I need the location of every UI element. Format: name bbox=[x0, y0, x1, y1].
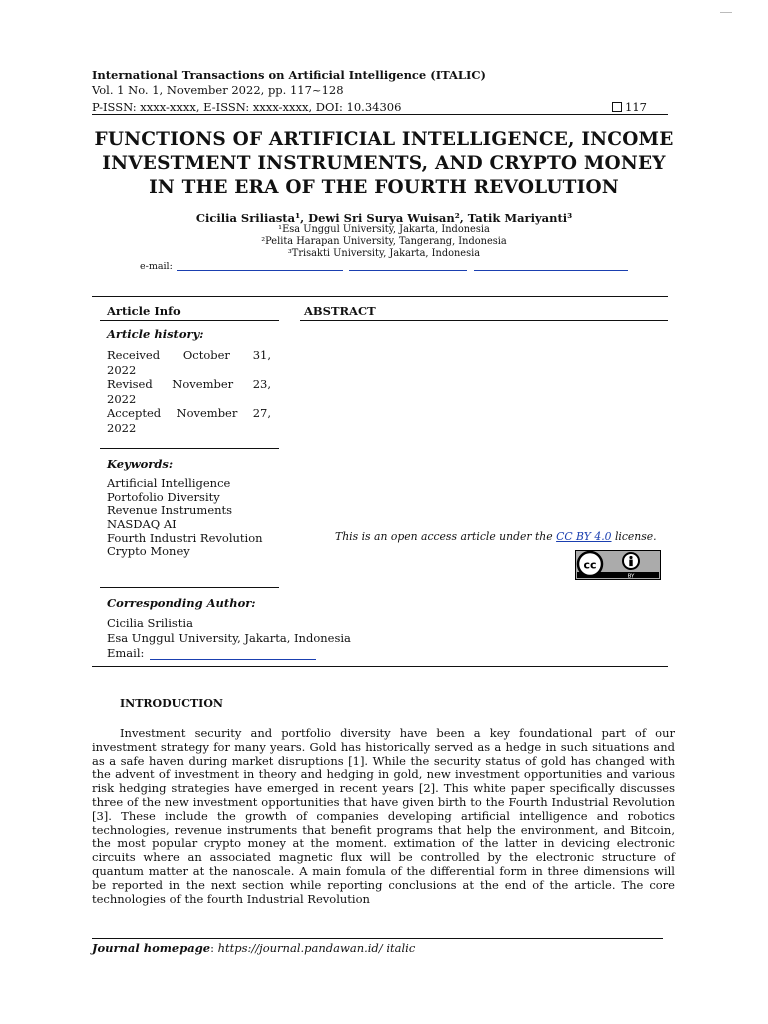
square-icon bbox=[612, 102, 622, 112]
footer-rule bbox=[92, 938, 663, 939]
introduction-paragraph: Investment security and portfolio diversity have been a key foundational part of our investment strategy for many years. Gold has historically served as a hedge in such situations and as a safe haven during market disruptions [1]. While the security status of gold has changed with the advent of investment in theory and hedging in gold, new investment opportunities and various risk hedging strategies have emerged in recent years [2]. This white paper specifically discusses three of the new investment opportunities that have given birth to the Fourth Industrial Revolution [3]. These include the growth of companies developing artificial intelligence and robotics technologies, revenue instruments that benefit programs that help the environment, and Bitcoin, the most popular crypto money at the moment. extimation of the latter in devicing electronic circuits where an associated magnetic flux will be controlled by the electronic structure of quantum matter at the nanoscale. A main fomula of the differential form in three dimensions will be reported in the next section while reporting conclusions at the end of the article. The core technologies of the fourth Industrial Revolution bbox=[92, 726, 675, 906]
title-line-3: IN THE ERA OF THE FOURTH REVOLUTION bbox=[149, 177, 619, 198]
introduction-heading: INTRODUCTION bbox=[120, 697, 223, 710]
corresponding-email-label: Email: bbox=[107, 646, 145, 660]
article-info-rule bbox=[100, 320, 279, 321]
history-rule bbox=[100, 448, 279, 449]
email-link-3[interactable] bbox=[474, 270, 628, 271]
history-accepted: Accepted November 27, 2022 bbox=[107, 406, 271, 435]
cc-by-badge[interactable] bbox=[575, 550, 661, 580]
affiliation-3: ³Trisakti University, Jakarta, Indonesia bbox=[287, 248, 481, 259]
license-note: This is an open access article under the CC BY 4.0 license. bbox=[335, 530, 657, 543]
badge-by-text: BY bbox=[627, 573, 635, 580]
keywords-heading: Keywords: bbox=[107, 457, 174, 471]
title-line-1: FUNCTIONS OF ARTIFICIAL INTELLIGENCE, INCOME bbox=[94, 129, 674, 150]
keyword-3: Revenue Instruments bbox=[107, 503, 233, 517]
homepage-link[interactable]: https://journal.pandawan.id/ italic bbox=[217, 941, 416, 955]
article-info-heading: Article Info bbox=[107, 304, 181, 318]
title-line-2: INVESTMENT INSTRUMENTS, AND CRYPTO MONEY bbox=[102, 153, 666, 174]
issn-line: P-ISSN: xxxx-xxxx, E-ISSN: xxxx-xxxx, DOI: 10.34306 bbox=[92, 100, 402, 114]
corresponding-heading: Corresponding Author: bbox=[107, 596, 256, 610]
corresponding-email-link[interactable] bbox=[150, 659, 316, 660]
corresponding-name: Cicilia Srilistia bbox=[107, 616, 193, 630]
info-bottom-rule bbox=[92, 666, 668, 667]
corresponding-affiliation: Esa Unggul University, Jakarta, Indonesia bbox=[107, 631, 351, 645]
corner-mark bbox=[720, 12, 732, 13]
volume-line: Vol. 1 No. 1, November 2022, pp. 117~128 bbox=[92, 83, 344, 97]
affiliation-2: ²Pelita Harapan University, Tangerang, Indonesia bbox=[261, 236, 507, 247]
authors: Cicilia Sriliasta¹, Dewi Sri Surya Wuisan², Tatik Mariyanti³ bbox=[195, 211, 573, 225]
keywords-rule bbox=[100, 587, 279, 588]
keyword-2: Portofolio Diversity bbox=[107, 490, 220, 504]
page-number: 117 bbox=[612, 100, 647, 114]
keyword-5: Fourth Industri Revolution bbox=[107, 531, 263, 545]
email-label: e-mail: bbox=[140, 261, 173, 272]
cc-by-link[interactable]: CC BY 4.0 bbox=[556, 530, 612, 543]
header-rule bbox=[92, 114, 668, 115]
history-heading: Article history: bbox=[107, 327, 204, 341]
email-link-1[interactable] bbox=[177, 270, 343, 271]
paper-title bbox=[60, 128, 708, 200]
abstract-heading: ABSTRACT bbox=[304, 304, 376, 318]
email-link-2[interactable] bbox=[349, 270, 467, 271]
svg-text:cc: cc bbox=[583, 558, 597, 572]
keyword-6: Crypto Money bbox=[107, 544, 190, 558]
keyword-1: Artificial Intelligence bbox=[107, 476, 231, 490]
affiliation-1: ¹Esa Unggul University, Jakarta, Indonesia bbox=[278, 224, 490, 235]
abstract-rule bbox=[300, 320, 668, 321]
info-top-rule bbox=[92, 296, 668, 297]
history-received: Received October 31, 2022 bbox=[107, 348, 271, 377]
history-revised: Revised November 23, 2022 bbox=[107, 377, 271, 406]
journal-homepage: Journal homepage: https://journal.pandawan.id/ italic bbox=[92, 941, 416, 955]
keyword-4: NASDAQ AI bbox=[107, 517, 177, 531]
journal-name: International Transactions on Artificial Intelligence (ITALIC) bbox=[92, 68, 486, 82]
